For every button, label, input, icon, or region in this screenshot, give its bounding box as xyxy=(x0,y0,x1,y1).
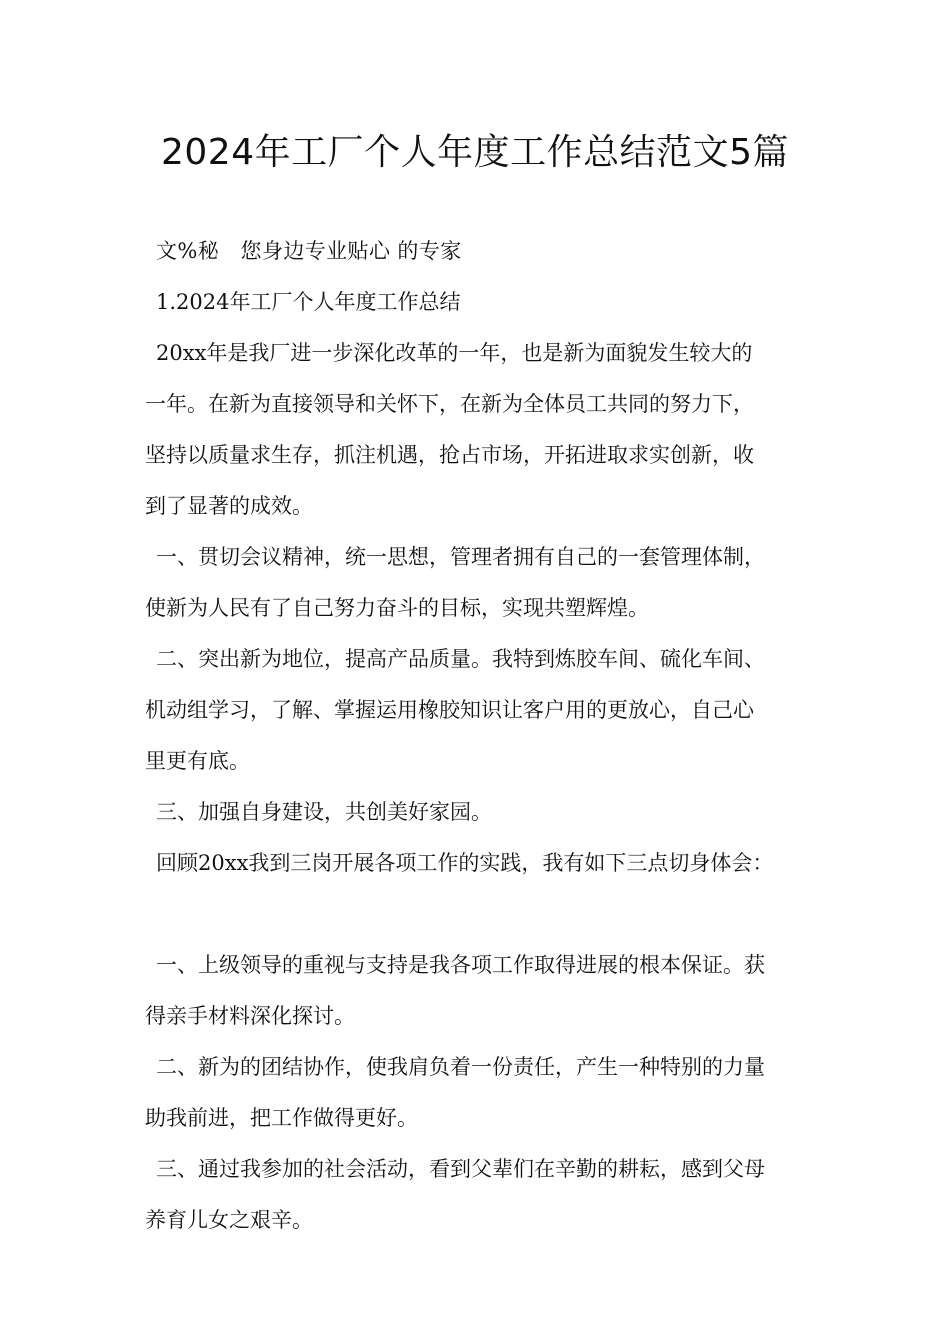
text-line: 得亲手材料深化探讨。 xyxy=(145,1004,355,1028)
text-line: 助我前进，把工作做得更好。 xyxy=(145,1106,418,1130)
document-body xyxy=(145,232,825,1239)
paragraph-5 xyxy=(145,844,825,882)
text-line: 一、贯切会议精神，统一思想，管理者拥有自己的一套管理体制， xyxy=(156,545,765,569)
text-line: 三、通过我参加的社会活动，看到父辈们在辛勤的耕耘，感到父母 xyxy=(156,1157,765,1181)
text-line: 20xx年是我厂进一步深化改革的一年，也是新为面貌发生较大的 xyxy=(156,341,753,365)
paragraph-6 xyxy=(145,946,825,1035)
byline: 文%秘 您身边专业贴心 的专家 xyxy=(156,239,462,263)
blank-line xyxy=(145,882,825,933)
text-line: 回顾20xx我到三岗开展各项工作的实践，我有如下三点切身体会： xyxy=(156,851,774,875)
paragraph-4 xyxy=(145,793,825,831)
text-line: 坚持以质量求生存，抓注机遇，抢占市场，开拓进取求实创新，收 xyxy=(145,443,754,467)
text-line: 使新为人民有了自己努力奋斗的目标，实现共塑辉煌。 xyxy=(145,596,649,620)
paragraph-3 xyxy=(145,640,825,780)
section-heading: 1.2024年工厂个人年度工作总结 xyxy=(156,290,461,314)
text-line: 二、新为的团结协作，使我肩负着一份责任，产生一种特别的力量 xyxy=(156,1055,765,1079)
paragraph-8 xyxy=(145,1150,825,1239)
text-line: 三、加强自身建设，共创美好家园。 xyxy=(156,800,492,824)
paragraph-1 xyxy=(145,334,825,525)
text-line: 一年。在新为直接领导和关怀下，在新为全体员工共同的努力下， xyxy=(145,392,754,416)
paragraph-2 xyxy=(145,538,825,627)
document-title: 2024年工厂个人年度工作总结范文5篇 xyxy=(160,132,790,173)
text-line: 里更有底。 xyxy=(145,749,250,773)
paragraph-7 xyxy=(145,1048,825,1137)
text-line: 一、上级领导的重视与支持是我各项工作取得进展的根本保证。获 xyxy=(156,953,765,977)
text-line: 养育儿女之艰辛。 xyxy=(145,1208,313,1232)
text-line: 机动组学习，了解、掌握运用橡胶知识让客户用的更放心，自己心 xyxy=(145,698,754,722)
text-line: 二、突出新为地位，提高产品质量。我特到炼胶车间、硫化车间、 xyxy=(156,647,765,671)
text-line: 到了显著的成效。 xyxy=(145,494,313,518)
